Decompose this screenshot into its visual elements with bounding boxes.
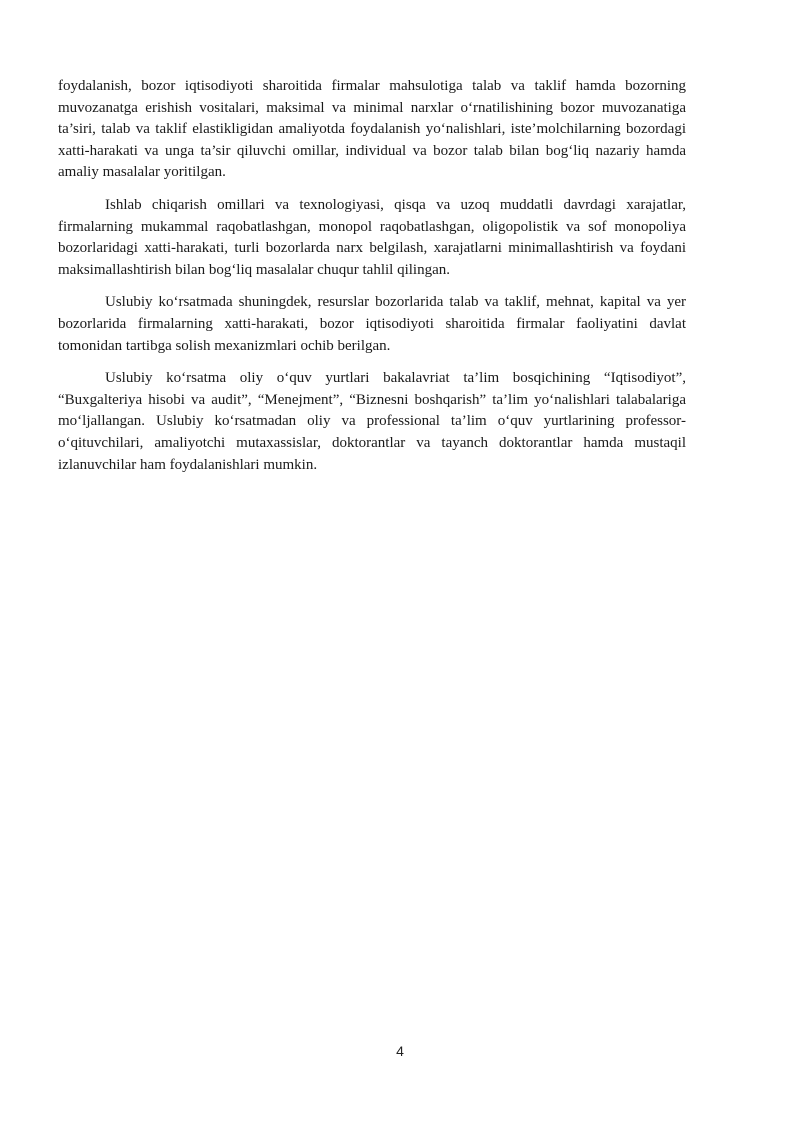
paragraph-production-factors: Ishlab chiqarish omillari va texnologiyasi, qisqa va uzoq muddatli davrdagi xarajatlar, firmalarning mukammal raqobatlashgan, monopol raqobatlashgan, oligopolistik va sof monopoliya bozorlaridagi xatti-harakati, turli bozorlarda narx belgilash, xarajatlarni minimallashtirish va foydani maksimallashtirish bilan bog‘liq masalalar chuqur tahlil qilingan. [58,196,686,278]
paragraph-target-audience: Uslubiy ko‘rsatma oliy o‘quv yurtlari bakalavriat ta’lim bosqichining “Iqtisodiyot”, “Buxgalteriya hisobi va audit”, “Menejment”, “Biznesni boshqarish” ta’lim yo‘nalishlari talabalariga mo‘ljallangan. Uslubiy ko‘rsatmadan oliy va professional ta’lim o‘quv yurtlarining professor-o‘qituvchilari, amaliyotchi mutaxassislar, doktorantlar va tayanch doktorantlar hamda mustaqil izlanuvchilar ham foydalanishlari mumkin. [58,370,686,473]
paragraph-resource-markets: Uslubiy ko‘rsatmada shuningdek, resurslar bozorlarida talab va taklif, mehnat, kapital va yer bozorlarida firmalarning xatti-harakati, bozor iqtisodiyoti sharoitida firmalar faoliyatini davlat tomonidan tartibga solish mexanizmlari ochib berilgan. [58,294,686,354]
paragraph-continuation: foydalanish, bozor iqtisodiyoti sharoitida firmalar mahsulotiga talab va taklif hamda bozorning muvozanatga erishish vositalari, maksimal va minimal narxlar o‘rnatilishining bozor muvozanatiga ta’siri, talab va taklif elastikligidan amaliyotda foydalanish yo‘nalishlari, iste’molchilarning bozordagi xatti-harakati va unga ta’sir qiluvchi omillar, individual va bozor talab bilan bog‘liq nazariy hamda amaliy masalalar yoritilgan. [58,78,686,181]
page-number: 4 [396,1043,404,1059]
page-body [58,76,686,476]
